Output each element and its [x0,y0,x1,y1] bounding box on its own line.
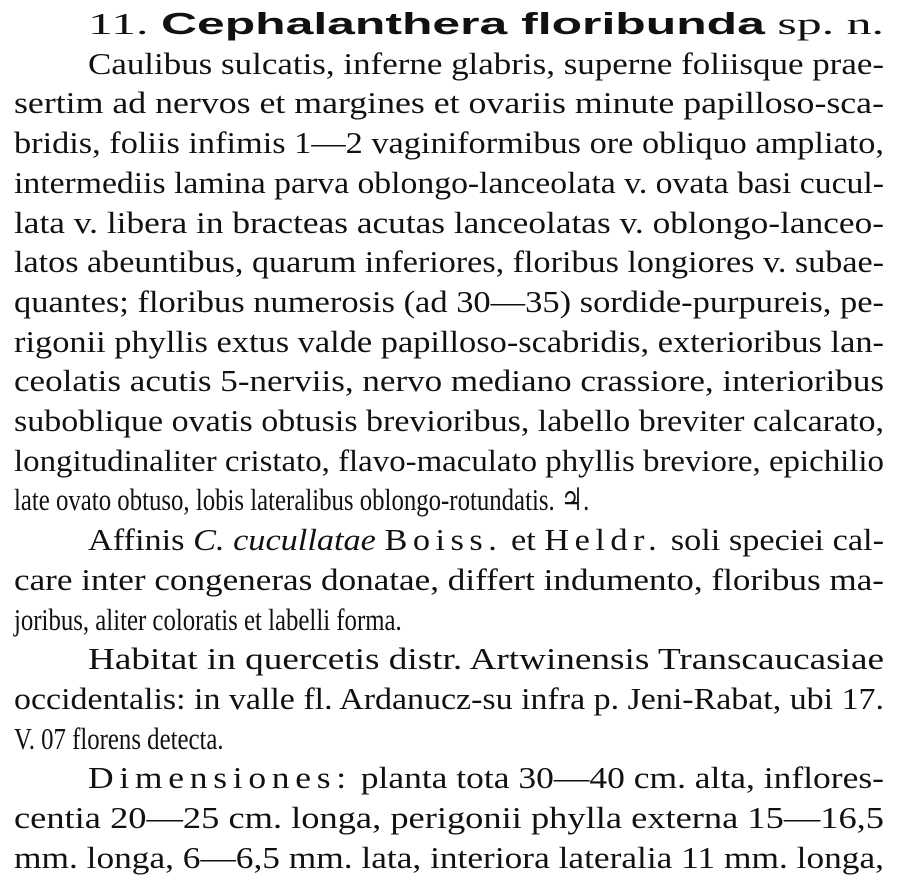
species-number: 11. [88,6,149,41]
habitat-line: Habitat in quercetis distr. Artwinensis Transcaucasiae [88,641,884,677]
affinis-rest: soli speciei cal- [670,522,884,558]
description-line: latos abeuntibus, quarum inferiores, floribus longiores v. subae- [14,244,884,280]
author-boissier: Boiss. [384,522,503,558]
description-line: longitudinaliter cristato, flavo-maculato phyllis breviore, epichilio [14,442,884,478]
conjunction: et [510,522,536,558]
description-line: bridis, foliis infimis 1—2 vaginiformibus ore obliquo ampliato, [14,125,885,161]
description-line: quantes; floribus numerosis (ad 30—35) sordide-purpureis, pe- [14,283,884,319]
description-line: sertim ad nervos et margines et ovariis minute papilloso-sca- [14,85,884,121]
affinis-word: Affinis [88,522,185,558]
affinis-line: joribus, aliter coloratis et labelli forma. [14,601,402,637]
dimensiones-line: mm. longa, 6—6,5 mm. lata, interiora lateralia 11 mm. longa, [14,839,884,875]
species-heading [88,4,884,44]
description-line: Caulibus sulcatis, inferne glabris, superne foliisque prae- [88,45,884,81]
dimensiones-label: Dimensiones: [88,760,352,796]
description-line: late ovato obtuso, lobis lateralibus oblongo-rotundatis. ♃. [14,482,590,518]
dimensiones-line: centia 20—25 cm. longa, perigonii phylla externa 15—16,5 [14,800,884,835]
habitat-line: V. 07 florens detecta. [14,720,224,756]
dimensiones-text: planta tota 30—40 cm. alta, inflores- [360,760,885,796]
description-line: ceolatis acutis 5-nerviis, nervo mediano crassiore, interioribus [14,363,884,399]
dimensiones-line [88,758,884,798]
affinis-line [88,520,884,560]
species-name: Cephalanthera floribunda [160,6,765,41]
habitat-line: occidentalis: in valle fl. Ardanucz-su infra p. Jeni-Rabat, ubi 17. [14,680,884,716]
description-line: intermediis lamina parva oblongo-lanceolata v. ovata basi cucul- [14,164,884,200]
description-line: lata v. libera in bracteas acutas lanceolatas v. oblongo-lanceo- [14,204,884,240]
description-line: suboblique ovatis obtusis brevioribus, labello breviter calcarato, [14,403,884,438]
affinis-line: care inter congeneras donatae, differt indumento, floribus ma- [14,561,884,597]
description-line: rigonii phyllis extus valde papilloso-scabridis, exterioribus lan- [14,323,885,359]
author-heldreich: Heldr. [544,522,663,558]
species-status: sp. n. [777,6,884,41]
related-species: C. cucullatae [193,522,376,558]
